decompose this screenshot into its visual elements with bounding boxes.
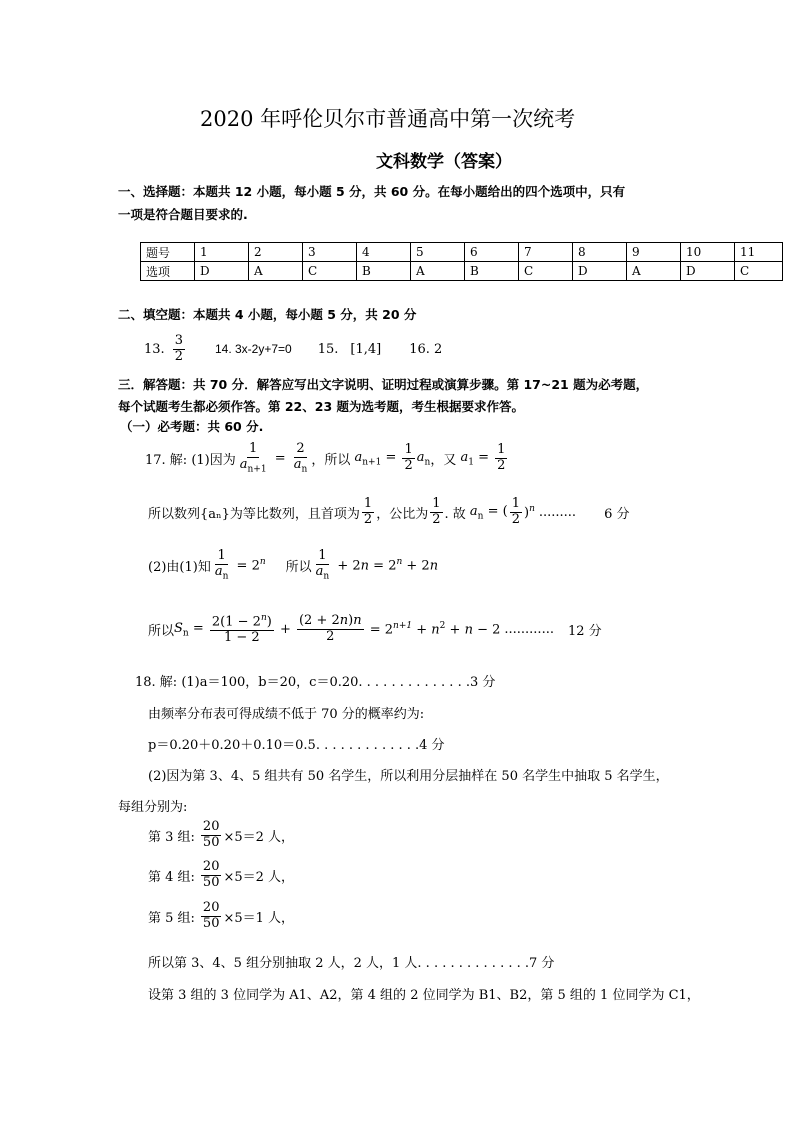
table-cell: C (303, 262, 357, 281)
q17-l1-text-a: 17. 解: (1)因为 (145, 452, 236, 468)
group3-label: 第 3 组: (148, 829, 195, 845)
q18-group4 (148, 860, 294, 891)
table-cell: 8 (573, 243, 627, 262)
math-fraction: $\frac{20}{50}$ (202, 900, 220, 931)
math-fraction: $\frac{1}{a_n}$ (214, 548, 229, 582)
q16-answer: 16. 2 (409, 341, 443, 357)
q17-l1-text-c: ，又 (430, 452, 457, 468)
q18-line2: 由频率分布表可得成绩不低于 70 分的概率约为: (148, 707, 425, 722)
math-fraction: $\frac{1}{2}$ (497, 442, 506, 473)
q18-line1: 18. 解: (1)a＝100，b＝20，c＝0.20. . . . . . . . . . . . . .3 分 (135, 675, 496, 690)
q17-l4-dots: ............ (504, 622, 554, 638)
group5-label: 第 5 组: (148, 910, 195, 926)
table-cell: D (681, 262, 735, 281)
group4-rest: ×5＝2 人， (223, 869, 295, 885)
q13-denominator: 2 (174, 348, 183, 364)
math-fraction: $\frac{20}{50}$ (202, 819, 220, 850)
table-cell: 7 (519, 243, 573, 262)
math-fraction: $\frac{20}{50}$ (202, 859, 220, 890)
q18-line5: 每组分别为: (118, 800, 188, 815)
table-cell: 4 (357, 243, 411, 262)
table-cell: 10 (681, 243, 735, 262)
q17-line2: 所以数列{aₙ}为等比数列，且首项为 $\frac{1}{2}$ ，公比为 $\frac{1}{2}$ . 故 $a_n$ = ( $\frac{1}{2}$ )$^n$ ......... 6 分 (148, 496, 630, 527)
math-fraction: $\frac{1}{2}$ (363, 496, 373, 527)
q17-l3-text-b: 所以 (285, 559, 312, 575)
math-fraction: $\frac{1}{2}$ (511, 496, 520, 527)
table-cell: 3 (303, 243, 357, 262)
q17-l1-text-b: ，所以 (311, 452, 351, 468)
table-cell: D (195, 262, 249, 281)
table-cell: 5 (411, 243, 465, 262)
math-fraction: $\frac{2}{a_n}$ (293, 441, 308, 475)
table-cell: A (627, 262, 681, 281)
page-title: 2020 年呼伦贝尔市普通高中第一次统考 (200, 107, 576, 131)
section3-heading-line2: 每个试题考生都必须作答。第 22、23 题为选考题，考生根据要求作答。 (118, 399, 524, 414)
q17-l4-text-a: 所以 (148, 624, 175, 640)
q17-line4: 所以 $S_n$ = $\frac{2(1 - 2^n)}{1 - 2}$ + $\frac{(2 + 2n)n}{2}$ = $2^{n+1} + n^2 + n - 2$ ............ 12 分 (148, 613, 602, 646)
q13-numerator: 3 (174, 333, 183, 348)
q13-label: 13. (144, 341, 165, 357)
table-cell: A (249, 262, 303, 281)
math-fraction: $\frac{(2 + 2n)n}{2}$ (298, 613, 362, 645)
math-fraction: $\frac{1}{2}$ (404, 442, 413, 473)
table-cell: C (519, 262, 573, 281)
math-fraction: $\frac{1}{a_{n+1}}$ (239, 441, 267, 475)
q17-l4-score: 12 分 (567, 624, 602, 640)
q17-l2-text-c: . 故 (444, 506, 466, 522)
math-fraction: $\frac{1}{a_n}$ (315, 548, 330, 582)
q17-line1: 17. 解: (1)因为 $\frac{1}{a_{n+1}}$ = $\frac{2}{a_n}$ ，所以 $a_{n+1}$ = $\frac{1}{2}$ $a_n$ ，又 $a_1$ = $\frac{1}{2}$ (145, 441, 506, 475)
table-cell: 6 (465, 243, 519, 262)
q15-answer: [1,4] (350, 341, 382, 357)
table-cell: B (465, 262, 519, 281)
q17-l2-text-a: 所以数列{aₙ}为等比数列，且首项为 (148, 506, 360, 522)
section2-heading: 二、填空题：本题共 4 小题，每小题 5 分，共 20 分 (118, 307, 417, 322)
q18-line4: (2)因为第 3、4、5 组共有 50 名学生，所以利用分层抽样在 50 名学生中抽取 5 名学生， (148, 769, 669, 784)
q18-line7: 设第 3 组的 3 位同学为 A1、A2，第 4 组的 2 位同学为 B1、B2，第 5 组的 1 位同学为 C1， (148, 988, 700, 1003)
answer-table-row-numbers (141, 243, 783, 262)
table-cell: 9 (627, 243, 681, 262)
q13-fraction (173, 334, 185, 365)
table-cell: A (411, 262, 465, 281)
q17-l2-text-b: ，公比为 (376, 506, 429, 522)
q14-answer: 14. 3x-2y+7=0 (214, 342, 292, 357)
q18-group5 (148, 901, 294, 932)
q18-line6: 所以第 3、4、5 组分别抽取 2 人，2 人，1 人. . . . . . . . . . . . . .7 分 (148, 956, 555, 971)
section1-heading-line1: 一、选择题：本题共 12 小题，每小题 5 分，共 60 分。在每小题给出的四个选项中，只有 (118, 184, 626, 199)
table-cell: 1 (195, 243, 249, 262)
table-cell: D (573, 262, 627, 281)
q18-line3: p＝0.20＋0.20＋0.10＝0.5. . . . . . . . . . . . .4 分 (148, 738, 445, 753)
group4-label: 第 4 组: (148, 869, 195, 885)
group3-rest: ×5＝2 人， (223, 829, 295, 845)
section3-heading-line1: 三．解答题：共 70 分．解答应写出文字说明、证明过程或演算步骤。第 17~21 题为必考题， (118, 377, 649, 392)
table-cell: B (357, 262, 411, 281)
answer-table-row-answers (141, 262, 783, 281)
fill-in-answers (144, 334, 442, 365)
q17-line3: (2)由(1)知 $\frac{1}{a_n}$ = $2^n$ 所以 $\frac{1}{a_n}$ + $2n = 2^n + 2n$ (148, 548, 439, 582)
group5-rest: ×5＝1 人， (223, 910, 295, 926)
q18-group3 (148, 820, 294, 851)
page-subtitle: 文科数学（答案） (376, 152, 512, 172)
section1-heading-line2: 一项是符合题目要求的. (118, 207, 248, 222)
q17-l2-dots: ......... (538, 504, 577, 520)
table-cell: C (735, 262, 783, 281)
math-fraction: $\frac{2(1 - 2^n)}{1 - 2}$ (211, 613, 272, 646)
table-cell: 2 (249, 243, 303, 262)
table-cell: 11 (735, 243, 783, 262)
table-row-label: 题号 (141, 243, 195, 262)
answer-table (140, 242, 783, 281)
section3-subheading: （一）必考题：共 60 分. (120, 419, 264, 434)
q17-l2-score: 6 分 (604, 506, 630, 522)
q15-label: 15. (317, 341, 339, 357)
table-row-label: 选项 (141, 262, 195, 281)
q17-l3-text-a: (2)由(1)知 (148, 559, 211, 575)
math-fraction: $\frac{1}{2}$ (432, 496, 441, 527)
